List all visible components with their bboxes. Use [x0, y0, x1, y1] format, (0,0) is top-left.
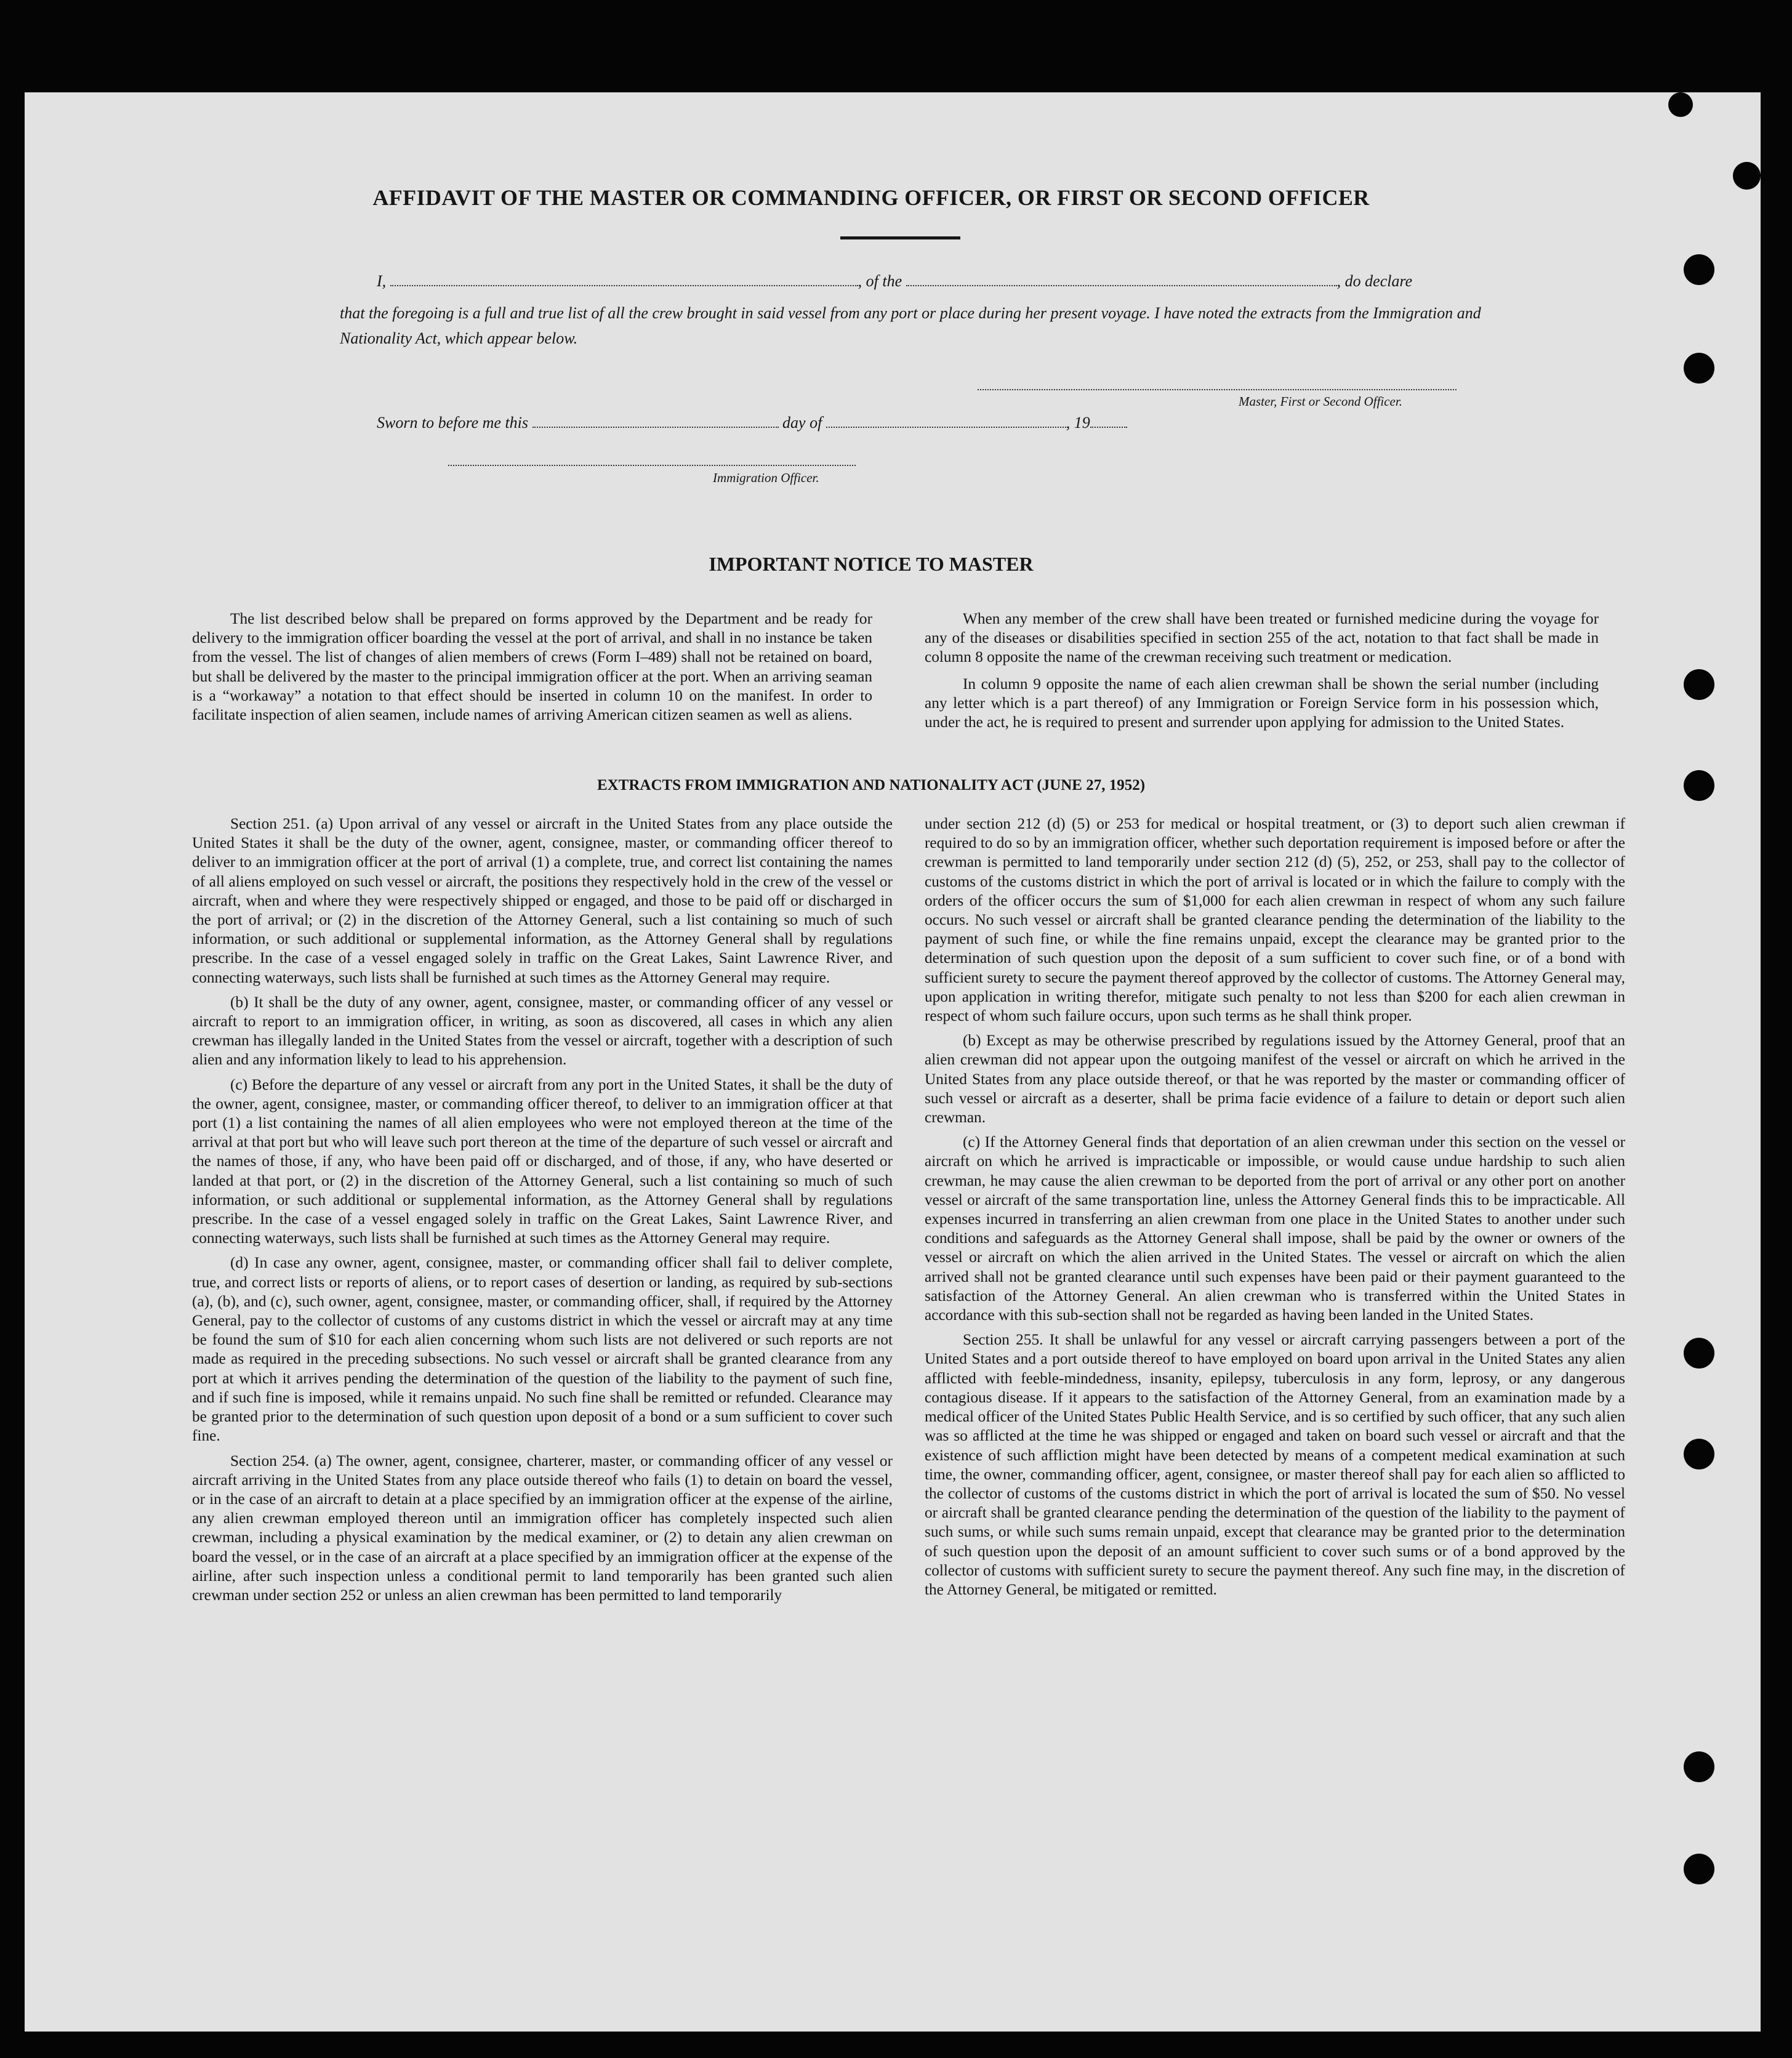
immigration-officer-signature-line[interactable] — [448, 465, 856, 466]
punch-hole — [1684, 1854, 1714, 1884]
section-254-a: Section 254. (a) The owner, agent, consignee, charterer, master, or commanding officer of any vessel or aircraft arriving in the United States from any place outside thereof who fails (1) to detain on board the vessel, or in the case of an aircraft to detain at a place specified by an immigration officer at the expense of the airline, any alien crewman employed thereon until an immigration officer has completely inspected such alien crewman, including a physical examination by the medical examiner, or (2) to detain any alien crewman on board the vessel, or in the case of an aircraft at a place specified by an immigration officer at the expense of the airline, after such inspection unless a conditional permit to land temporarily has been granted such alien crewman under section 252 or unless an alien crewman has been permitted to land temporarily — [192, 1452, 893, 1604]
sworn-label: Sworn to before me this — [377, 414, 529, 432]
vessel-field[interactable] — [906, 283, 1337, 286]
notice-title: IMPORTANT NOTICE TO MASTER — [709, 553, 1034, 575]
year-label: , 19 — [1066, 414, 1090, 432]
section-251-b: (b) It shall be the duty of any owner, agent, consignee, master, or commanding officer of any vessel or aircraft to report to an immigration officer, in writing, as soon as discovered, all cases in which any alien crewman has illegally landed in the United States from the vessel or aircraft, together with a description of such alien and any information likely to lead to his apprehension. — [192, 993, 893, 1069]
immigration-officer-caption: Immigration Officer. — [713, 470, 819, 485]
declaration-of-the-label: , of the — [858, 272, 902, 290]
sworn-day-field[interactable] — [532, 424, 779, 428]
section-251-c: (c) Before the departure of any vessel or aircraft from any port in the United States, it shall be the duty of the owner, agent, consignee, master, or commanding officer thereof, to deliver to an immigration officer at that port (1) a list containing the names of all alien employees who were not employed thereon at the time of the arrival at that port but who will leave such port thereon at the time of the departure of such vessel or aircraft and the names of those, if any, who have been paid off or discharged, and of those, if any, who have deserted or landed at that port, or (2) in the discretion of the Attorney General, such a list containing so much of such information, or such additional or supplemental information, as the Attorney General shall by regulations prescribe. In the case of a vessel engaged solely in traffic on the Great Lakes, Saint Lawrence River, and connecting waterways, such lists shall be furnished at such times as the Attorney General may require. — [192, 1075, 893, 1247]
declaration-line — [377, 272, 1412, 291]
declaration-text: that the foregoing is a full and true list of all the crew brought in said vessel from any port or place during her present voyage. I have noted the extracts from the Immigration and Nationality Act, which appear below. — [340, 304, 1481, 347]
day-of-label: day of — [782, 414, 822, 432]
sworn-month-field[interactable] — [826, 424, 1066, 428]
notice-paragraph: The list described below shall be prepared on forms approved by the Department and be ready for delivery to the immigration officer boarding the vessel at the port of arrival, and shall in no instance be taken from the vessel. The list of changes of alien members of crews (Form I–489) shall not be retained on board, but shall be delivered by the master to the principal immigration officer at the port. When an arriving seaman is a “workaway” a notation to that effect should be inserted in column 10 on the manifest. In order to facilitate inspection of alien seamen, include names of arriving American citizen seamen as well as aliens. — [192, 610, 872, 724]
notice-paragraph: When any member of the crew shall have been treated or furnished medicine during the voyage for any of the diseases or disabilities specified in section 255 of the act, notation to that fact shall be made in column 8 opposite the name of the crewman receiving such treatment or medication. — [925, 610, 1599, 666]
name-field[interactable] — [390, 283, 858, 286]
punch-hole — [1684, 669, 1714, 700]
punch-hole — [1684, 353, 1714, 384]
extracts-right-column — [925, 814, 1625, 1605]
title-rule — [840, 236, 960, 239]
extracts-left-column — [192, 814, 893, 1610]
punch-hole — [1684, 254, 1714, 285]
section-251-a: Section 251. (a) Upon arrival of any vessel or aircraft in the United States from any place outside the United States it shall be the duty of the owner, agent, consignee, master, or commanding officer thereof to deliver to an immigration officer at the port of arrival (1) a complete, true, and correct list containing the names of all aliens employed on such vessel or aircraft, the positions they respectively hold in the crew of the vessel or aircraft, when and where they were respectively shipped or engaged, and those to be paid off or discharged in the port of arrival; or (2) in the discretion of the Attorney General, such a list containing so much of such information, or such additional or supplemental information, as the Attorney General shall by regulations prescribe. In the case of a vessel engaged solely in traffic on the Great Lakes, Saint Lawrence River, and connecting waterways, such lists shall be furnished at such times as the Attorney General may require. — [192, 815, 893, 986]
edge-tear-mark — [1733, 162, 1761, 190]
sworn-line — [377, 414, 1127, 432]
affidavit-title: AFFIDAVIT OF THE MASTER OR COMMANDING OFFICER, OR FIRST OR SECOND OFFICER — [372, 185, 1370, 210]
declaration-i-label: I, — [377, 272, 387, 290]
punch-hole — [1684, 1439, 1714, 1469]
torn-corner-mark — [1668, 92, 1693, 117]
notice-left-column — [192, 609, 872, 732]
extracts-title: EXTRACTS FROM IMMIGRATION AND NATIONALITY ACT (JUNE 27, 1952) — [597, 777, 1146, 794]
section-254-c: (c) If the Attorney General finds that deportation of an alien crewman under this section on the vessel or aircraft on which he arrived is impracticable or impossible, or would cause undue hardship to such alien crewman, he may cause the alien crewman to be deported from the port of arrival or any other port on another vessel or aircraft of the same transportation line, unless the Attorney General finds this to be impracticable. All expenses incurred in transferring an alien crewman from one place in the United States to another under such conditions and safeguards as the Attorney General shall impose, shall be paid by the owner or owners of the vessel or aircraft on which the alien arrived in the United States. The vessel or aircraft on which the alien arrived shall not be granted clearance until such expenses have been paid or their payment guaranteed to the satisfaction of the Attorney General. An alien crewman who is transferred within the United States in accordance with this sub-section shall not be regarded as having been landed in the United States. — [925, 1133, 1625, 1324]
section-255: Section 255. It shall be unlawful for any vessel or aircraft carrying passengers between a port of the United States and a port outside thereof to have employed on board upon arrival in the United States any alien afflicted with feeble-mindedness, insanity, epilepsy, tuberculosis in any form, leprosy, or any dangerous contagious disease. If it appears to the satisfaction of the Attorney General, from an examination made by a medical officer of the United States Public Health Service, and is so certified by such officer, that any such alien was so afflicted at the time he was shipped or engaged and taken on board such vessel or aircraft and that the existence of such affliction might have been detected by means of a competent medical examination at such time, the owner, commanding officer, agent, consignee, or master thereof shall pay for each alien so afflicted to the collector of customs of the customs district in which the port of arrival is located the sum of $50. No vessel or aircraft shall be granted clearance pending the determination of the question of the liability to the payment of such sums, or while such sums remain unpaid, except that clearance may be granted prior to the determination of such question upon the deposit of an amount sufficient to cover such sums or of a bond approved by the collector of customs with sufficient surety to secure the payment thereof. Any such fine may, in the discretion of the Attorney General, be mitigated or remitted. — [925, 1331, 1625, 1598]
document-page — [25, 92, 1761, 2032]
sworn-year-field[interactable] — [1090, 424, 1127, 428]
master-signature-caption: Master, First or Second Officer. — [1239, 394, 1402, 409]
section-254-b: (b) Except as may be otherwise prescribed by regulations issued by the Attorney General, proof that an alien crewman did not appear upon the outgoing manifest of the vessel or aircraft on which he arrived in the United States from any place outside thereof, or that he was reported by the master or commanding officer of such vessel or aircraft as a deserter, shall be prima facie evidence of a failure to detain or deport such alien crewman. — [925, 1032, 1625, 1127]
master-signature-line[interactable] — [978, 389, 1457, 390]
punch-hole — [1684, 770, 1714, 801]
section-254-a-continued: under section 212 (d) (5) or 253 for medical or hospital treatment, or (3) to deport such alien crewman if required to do so by an immigration officer, whether such deportation requirement is imposed before or after the crewman is permitted to land temporarily under section 212 (d) (5), 252, or 253, shall pay to the collector of customs of the customs district in which the port of arrival is located or in which the failure to comply with the orders of the officer occurs the sum of $1,000 for each alien crewman in respect of whom any such failure occurs. No such vessel or aircraft shall be granted clearance pending the determination of the liability to the payment of such fine, or while the fine remains unpaid, except the clearance may be granted prior to the determination of such question upon the deposit of a sum sufficient to cover such fine, or of a bond with sufficient surety to secure the payment thereof approved by the collector of customs. The Attorney General may, upon application in writing therefor, mitigate such penalty to not less than $200 for each alien crewman in respect of whom such failure occurs, upon such terms as he shall think proper. — [925, 815, 1625, 1025]
punch-hole — [1684, 1751, 1714, 1782]
notice-paragraph: In column 9 opposite the name of each alien crewman shall be shown the serial number (including any letter which is a part thereof) of any Immigration or Foreign Service form in his possession which, under the act, he is required to present and surrender upon applying for admission to the United States. — [925, 675, 1599, 731]
section-251-d: (d) In case any owner, agent, consignee, master, or commanding officer shall fail to deliver complete, true, and correct lists or reports of aliens, or to report cases of desertion or landing, as required by sub-sections (a), (b), and (c), such owner, agent, consignee, master, or commanding officer, shall, if required by the Attorney General, pay to the collector of customs of any customs district in which the vessel or aircraft may at any time be found the sum of $10 for each alien concerning whom such lists are not delivered or such reports are not made as required in the preceding subsections. No such vessel or aircraft shall be granted clearance from any port at which it arrives pending the determination of the question of the liability to the payment of such fine, and if such fine is imposed, while it remains unpaid. No such fine shall be remitted or refunded. Clearance may be granted prior to the determination of such question upon deposit of a bond or a sum sufficient to cover such fine. — [192, 1254, 893, 1445]
notice-right-column — [925, 609, 1599, 739]
punch-hole — [1684, 1338, 1714, 1369]
declaration-do-declare-label: , do declare — [1336, 272, 1413, 290]
